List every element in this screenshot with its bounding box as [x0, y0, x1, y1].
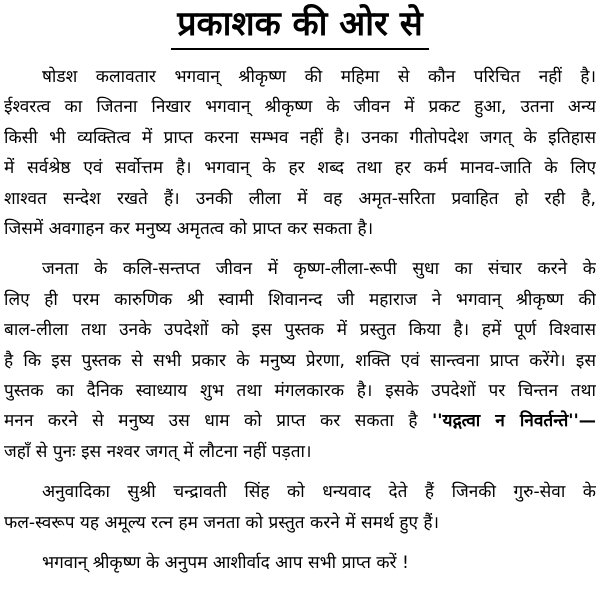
text-line: में सर्वश्रेष्ठ एवं सर्वोत्तम है। भगवान् के हर शब्द तथा हर कर्म मानव-जाति के लिए	[4, 158, 596, 179]
text-segment: मनन करने से मनुष्य उस धाम को प्राप्त कर सकता है	[4, 411, 433, 432]
sanskrit-quote: ''यद्गत्वा न निवर्तन्ते''—	[432, 411, 596, 432]
page-title: प्रकाशक की ओर से	[171, 2, 429, 50]
document-body	[4, 62, 596, 589]
text-line: जनता के कलि-सन्तप्त जीवन में कृष्ण-लीला-रूपी सुधा का संचार करने के	[42, 259, 596, 280]
paragraph-3	[4, 477, 596, 538]
paragraph-2	[4, 254, 596, 467]
paragraph-1	[4, 62, 596, 244]
text-line: षोडश कलावतार भगवान् श्रीकृष्ण की महिमा से कौन परिचित नहीं है।	[42, 67, 596, 87]
title-wrap	[0, 2, 600, 50]
paragraph-4	[4, 548, 596, 578]
text-line: लिए ही परम कारुणिक श्री स्वामी शिवानन्द जी महाराज ने भगवान् श्रीकृष्ण की	[4, 289, 596, 310]
text-line: भगवान् श्रीकृष्ण के अनुपम आशीर्वाद आप सभी प्राप्त करें !	[42, 553, 409, 574]
text-line: पुस्तक का दैनिक स्वाध्याय शुभ तथा मंगलकारक है। इसके उपदेशों पर चिन्तन तथा	[4, 381, 596, 402]
text-line: ईश्वरत्व का जितना निखार भगवान् श्रीकृष्ण के जीवन में प्रकट हुआ, उतना अन्य	[4, 97, 596, 118]
text-line: शाश्वत सन्देश रखते हैं। उनकी लीला में वह अमृत-सरिता प्रवाहित हो रही है,	[4, 188, 596, 209]
text-line: बाल-लीला तथा उनके उपदेशों को इस पुस्तक में प्रस्तुत किया है। हमें पूर्ण विश्वास	[4, 320, 596, 341]
text-line: किसी भी व्यक्तित्व में प्राप्त करना सम्भव नहीं है। उनका गीतोपदेश जगत् के इतिहास	[4, 127, 596, 148]
text-line: जिसमें अवगाहन कर मनुष्य अमृतत्व को प्राप्त कर सकता है।	[4, 219, 374, 240]
text-line: अनुवादिका सुश्री चन्द्रावती सिंह को धन्यवाद देते हैं जिनकी गुरु-सेवा के	[42, 482, 596, 503]
text-line: है कि इस पुस्तक से सभी प्रकार के मनुष्य प्रेरणा, शक्ति एवं सान्त्वना प्राप्त करेंगे। इस	[4, 350, 596, 371]
text-line-with-quote	[4, 406, 596, 436]
text-line: फल-स्वरूप यह अमूल्य रत्न हम जनता को प्रस्तुत करने में समर्थ हुए हैं।	[4, 512, 440, 533]
text-line: जहाँ से पुनः इस नश्वर जगत् में लौटना नहीं पड़ता।	[4, 441, 312, 462]
